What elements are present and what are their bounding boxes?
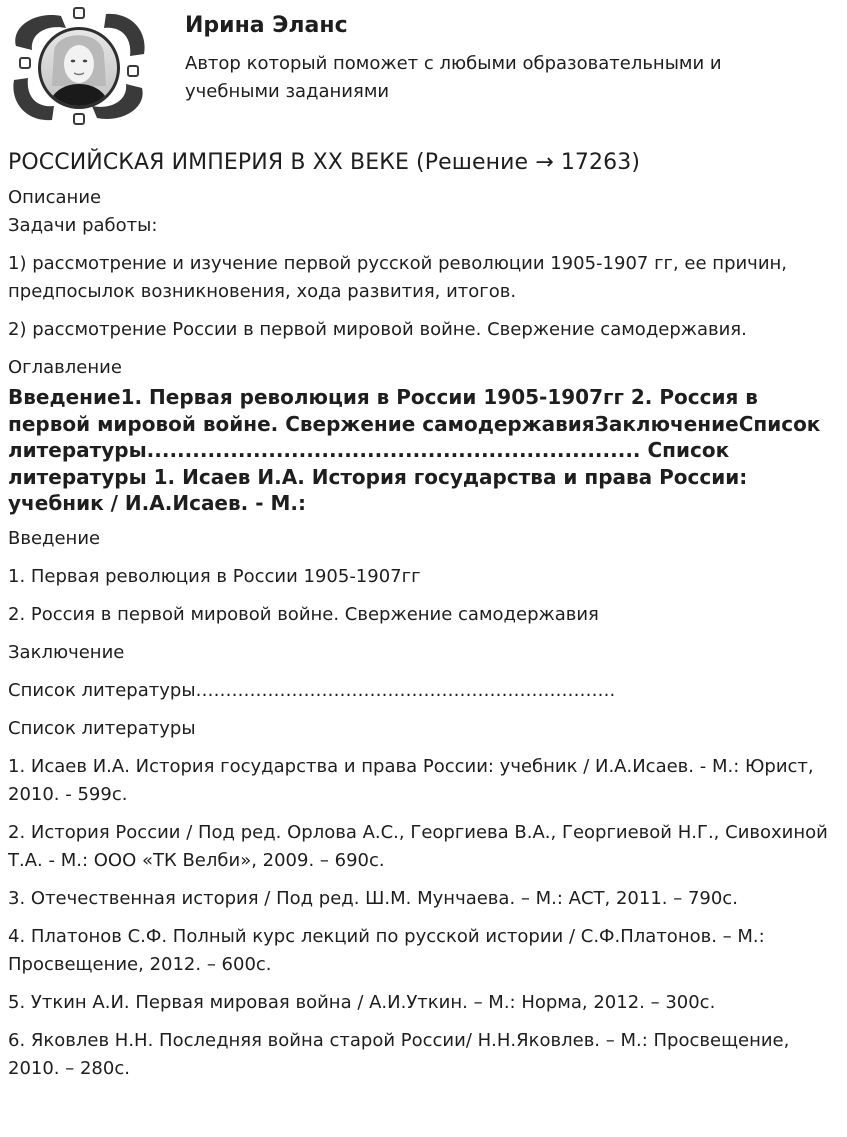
toc-item: 1. Первая революция в России 1905-1907гг	[8, 565, 421, 587]
toc-item: Список литературы…………………………………………………………….	[8, 679, 616, 701]
toc-item: Введение	[8, 527, 101, 549]
reference-item: 3. Отечественная история / Под ред. Ш.М. Мунчаева. – М.: АСТ, 2011. – 790с.	[8, 887, 738, 909]
toc-label: Оглавление	[8, 357, 122, 378]
author-header	[0, 0, 847, 140]
reference-item: 5. Уткин А.И. Первая мировая война / А.И.Уткин. – М.: Норма, 2012. – 300с.	[8, 991, 716, 1013]
author-avatar-icon[interactable]	[6, 6, 152, 128]
reference-item: 4. Платонов С.Ф. Полный курс лекций по русской истории / С.Ф.Платонов. – М.: Просвещение, 2012. – 600с.	[8, 925, 765, 975]
document-title: РОССИЙСКАЯ ИМПЕРИЯ В XX ВЕКЕ (Решение → 17263)	[8, 150, 640, 175]
tasks-label: Задачи работы:	[8, 215, 158, 236]
references-heading: Список литературы	[8, 717, 196, 739]
author-name: Ирина Эланс	[185, 13, 348, 38]
toc-summary: Введение1. Первая революция в России 1905-1907гг 2. Россия в первой мировой войне. Свержение самодержавияЗаключениеСписок литературы................................................................. Список литературы 1. Исаев И.А. История государства и права России: учебник / И.А.Исаев. - М.:	[8, 385, 821, 515]
toc-item: 2. Россия в первой мировой войне. Свержение самодержавия	[8, 603, 599, 625]
toc-item: Заключение	[8, 641, 125, 663]
author-description: Автор который поможет с любыми образовательными и учебными заданиями	[185, 53, 722, 102]
reference-item: 2. История России / Под ред. Орлова А.С., Георгиева В.А., Георгиевой Н.Г., Сивохиной Т.А. - М.: ООО «ТК Велби», 2009. – 690с.	[8, 821, 828, 871]
task-item: 2) рассмотрение России в первой мировой войне. Свержение самодержавия.	[8, 319, 747, 340]
document-content	[8, 146, 840, 1083]
reference-item: 6. Яковлев Н.Н. Последняя война старой России/ Н.Н.Яковлев. – М.: Просвещение, 2010. – 280с.	[8, 1029, 790, 1079]
description-label: Описание	[8, 187, 102, 208]
task-item: 1) рассмотрение и изучение первой русской революции 1905-1907 гг, ее причин, предпосылок возникновения, хода развития, итогов.	[8, 253, 788, 302]
reference-item: 1. Исаев И.А. История государства и права России: учебник / И.А.Исаев. - М.: Юрист, 2010. - 599с.	[8, 755, 814, 805]
